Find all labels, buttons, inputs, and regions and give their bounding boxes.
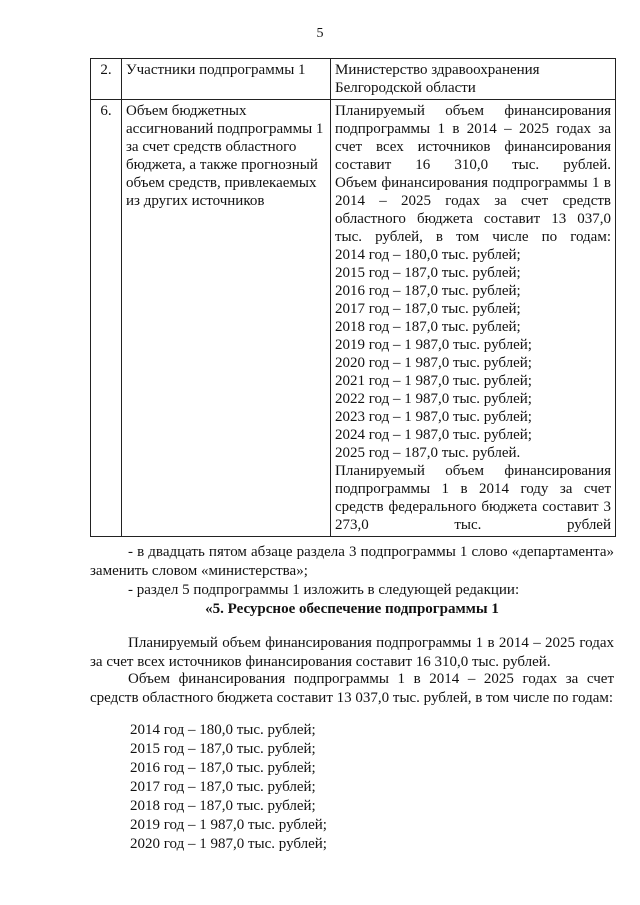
value-paragraph: Планируемый объем финансирования подпрограммы 1 в 2014 году за счет средств федерального бюджета составит 3 273,0 тыс. рублей: [335, 463, 611, 533]
year-list: [130, 721, 327, 854]
value-paragraph: Объем финансирования подпрограммы 1 в 2014 – 2025 годах за счет средств областного бюджета составит 13 037,0 тыс. рублей, в том числе по годам:: [335, 175, 611, 245]
year-amount: 2020 год – 1 987,0 тыс. рублей;: [130, 836, 327, 852]
program-table: [90, 58, 616, 537]
year-amount: 2019 год – 1 987,0 тыс. рублей;: [130, 817, 327, 833]
section-heading: «5. Ресурсное обеспечение подпрограммы 1: [205, 601, 499, 617]
year-amount: 2014 год – 180,0 тыс. рублей;: [335, 247, 521, 263]
year-amount: 2017 год – 187,0 тыс. рублей;: [130, 779, 316, 795]
value-paragraph: Планируемый объем финансирования подпрограммы 1 в 2014 – 2025 годах за счет всех источников финансирования составит 16 310,0 тыс. рублей.: [335, 103, 611, 173]
row-number: 2.: [91, 59, 122, 100]
year-amount: 2016 год – 187,0 тыс. рублей;: [335, 283, 521, 299]
row-number: 6.: [91, 100, 122, 537]
year-amount: 2024 год – 1 987,0 тыс. рублей;: [335, 427, 532, 443]
amendment-line: - в двадцать пятом абзаце раздела 3 подпрограммы 1 слово «департамента» заменить словом «министерства»;: [90, 544, 614, 579]
page-number: 5: [316, 26, 324, 41]
year-amount: 2014 год – 180,0 тыс. рублей;: [130, 722, 316, 738]
row-name: Участники подпрограммы 1: [122, 59, 331, 100]
year-amount: 2016 год – 187,0 тыс. рублей;: [130, 760, 316, 776]
year-amount: 2018 год – 187,0 тыс. рублей;: [130, 798, 316, 814]
row-value: [331, 59, 616, 100]
amendment-line: - раздел 5 подпрограммы 1 изложить в следующей редакции:: [128, 582, 520, 598]
year-amount: 2015 год – 187,0 тыс. рублей;: [335, 265, 521, 281]
body-paragraph: Объем финансирования подпрограммы 1 в 2014 – 2025 годах за счет средств областного бюджета составит 13 037,0 тыс. рублей, в том числе по годам:: [90, 671, 614, 706]
body-paragraph: Планируемый объем финансирования подпрограммы 1 в 2014 – 2025 годах за счет всех источников финансирования составит 16 310,0 тыс. рублей.: [90, 635, 614, 670]
table-row: [91, 59, 616, 100]
year-amount: 2020 год – 1 987,0 тыс. рублей;: [335, 355, 532, 371]
year-amount: 2025 год – 187,0 тыс. рублей.: [335, 445, 521, 461]
year-amount: 2022 год – 1 987,0 тыс. рублей;: [335, 391, 532, 407]
year-amount: 2015 год – 187,0 тыс. рублей;: [130, 741, 316, 757]
row-value: [331, 100, 616, 537]
year-amount: 2017 год – 187,0 тыс. рублей;: [335, 301, 521, 317]
year-amount: 2023 год – 1 987,0 тыс. рублей;: [335, 409, 532, 425]
year-amount: 2019 год – 1 987,0 тыс. рублей;: [335, 337, 532, 353]
year-amount: 2018 год – 187,0 тыс. рублей;: [335, 319, 521, 335]
value-line: Министерство здравоохранения: [335, 62, 540, 78]
value-line: Белгородской области: [335, 80, 476, 96]
table-row: [91, 100, 616, 537]
row-name: Объем бюджетных ассигнований подпрограммы 1 за счет средств областного бюджета, а также прогнозный объем средств, привлекаемых из других источников: [122, 100, 331, 537]
year-amount: 2021 год – 1 987,0 тыс. рублей;: [335, 373, 532, 389]
